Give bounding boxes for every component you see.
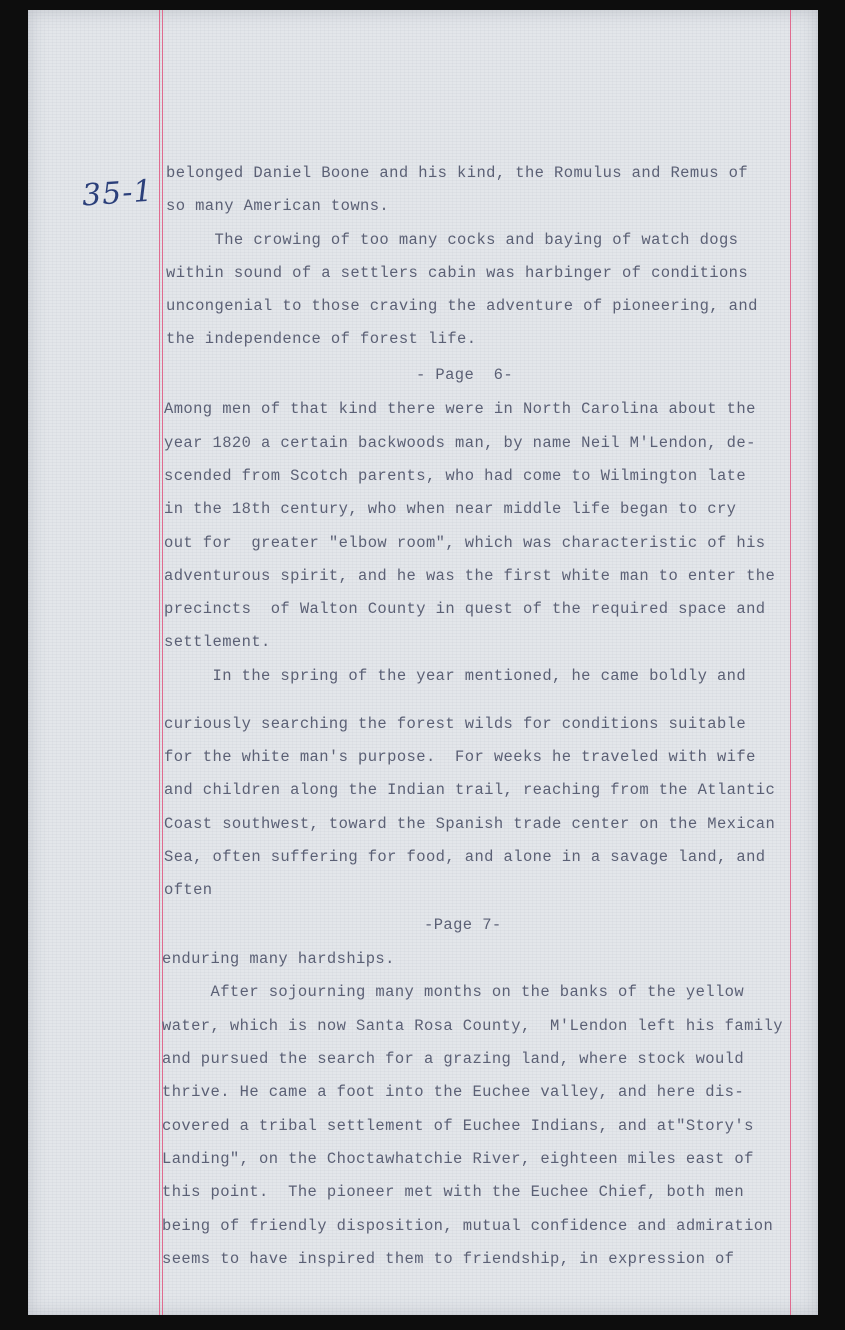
text-line: belonged Daniel Boone and his kind, the Romulus and Remus of [166,164,749,182]
text-line: enduring many hardships. [162,950,395,968]
text-line: for the white man's purpose. For weeks he traveled with wife [164,748,756,766]
text-line: thrive. He came a foot into the Euchee valley, and here dis- [162,1083,745,1101]
text-line: seems to have inspired them to friendship, in expression of [162,1250,735,1268]
text-line: water, which is now Santa Rosa County, M'Lendon left his family [162,1017,783,1035]
text-line: precincts of Walton County in quest of the required space and [164,600,766,618]
text-line: Sea, often suffering for food, and alone in a savage land, and [164,848,766,866]
text-line: within sound of a settlers cabin was harbinger of conditions [166,264,749,282]
text-line: often [164,881,213,899]
text-line: being of friendly disposition, mutual confidence and admiration [162,1217,774,1235]
left-margin-rule [159,10,160,1315]
handwritten-page-number: 35-1 [80,173,155,214]
text-line: and pursued the search for a grazing land, where stock would [162,1050,745,1068]
typed-page [28,10,818,1315]
text-line: The crowing of too many cocks and baying of watch dogs [166,231,739,249]
text-line: so many American towns. [166,197,390,215]
page-marker-6: - Page 6- [416,366,514,384]
text-line: adventurous spirit, and he was the first white man to enter the [164,567,776,585]
text-line: out for greater "elbow room", which was characteristic of his [164,534,766,552]
text-line: and children along the Indian trail, reaching from the Atlantic [164,781,776,799]
text-line: In the spring of the year mentioned, he came boldly and [164,667,747,685]
text-line: Landing", on the Choctawhatchie River, eighteen miles east of [162,1150,754,1168]
text-line: covered a tribal settlement of Euchee Indians, and at"Story's [162,1117,754,1135]
text-line: uncongenial to those craving the adventure of pioneering, and [166,297,758,315]
text-line: Coast southwest, toward the Spanish trade center on the Mexican [164,815,776,833]
text-line: year 1820 a certain backwoods man, by name Neil M'Lendon, de- [164,434,756,452]
text-line: this point. The pioneer met with the Euchee Chief, both men [162,1183,745,1201]
right-margin-rule [790,10,791,1315]
text-line: Among men of that kind there were in North Carolina about the [164,400,756,418]
text-line: settlement. [164,633,271,651]
text-line: curiously searching the forest wilds for conditions suitable [164,715,747,733]
text-line: scended from Scotch parents, who had come to Wilmington late [164,467,747,485]
text-line: After sojourning many months on the banks of the yellow [162,983,745,1001]
page-marker-7: -Page 7- [424,916,502,934]
text-line: in the 18th century, who when near middle life began to cry [164,500,737,518]
text-line: the independence of forest life. [166,330,477,348]
